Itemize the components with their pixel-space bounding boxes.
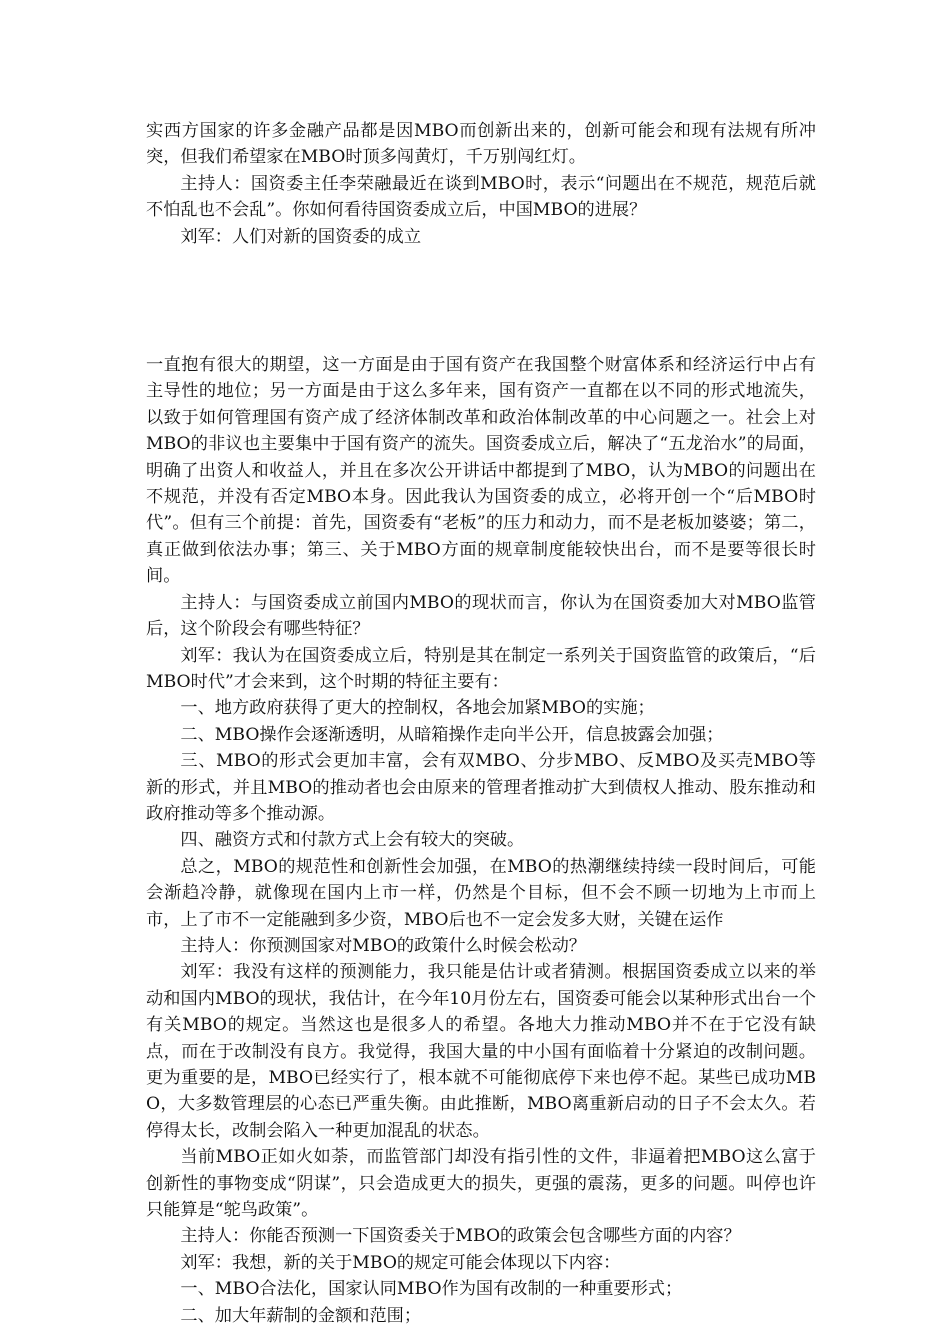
paragraph: 主持人：国资委主任李荣融最近在谈到MBO时，表示“问题出在不规范，规范后就不怕乱也不会乱”。你如何看待国资委成立后，中国MBO的进展？ xyxy=(146,173,816,221)
paragraph: 主持人：与国资委成立前国内MBO的现状而言，你认为在国资委加大对MBO监管后，这个阶段会有哪些特征？ xyxy=(146,592,816,640)
paragraph: 刘军：我想，新的关于MBO的规定可能会体现以下内容： xyxy=(180,1252,621,1273)
paragraph: 二、加大年薪制的金额和范围； xyxy=(180,1305,422,1326)
paragraph: 一直抱有很大的期望，这一方面是由于国有资产在我国整个财富体系和经济运行中占有主导性的地位；另一方面是由于这么多年来，国有资产一直都在以不同的形式地流失，以致于如何管理国有资产成了经济体制改革和政治体制改革的中心问题之一。社会上对MBO的非议也主要集中于国有资产的流失。国资委成立后，解决了“五龙治水”的局面，明确了出资人和收益人，并且在多次公开讲话中都提到了MBO，认为MBO的问题出在不规范，并没有否定MBO本身。因此我认为国资委的成立，必将开创一个“后MBO时代”。但有三个前提：首先，国资委有“老板”的压力和动力，而不是老板加婆婆；第二，真正做到依法办事；第三、关于MBO方面的规章制度能较快出台，而不是要等很长时间。 xyxy=(146,355,816,587)
paragraph: 刘军：人们对新的国资委的成立 xyxy=(180,226,422,247)
paragraph: 主持人：你能否预测一下国资委关于MBO的政策会包含哪些方面的内容？ xyxy=(180,1226,741,1247)
page-gap xyxy=(146,250,816,352)
top-section xyxy=(146,118,816,250)
paragraph: 一、MBO合法化，国家认同MBO作为国有改制的一种重要形式； xyxy=(180,1279,683,1300)
paragraph: 一、地方政府获得了更大的控制权，各地会加紧MBO的实施； xyxy=(180,698,655,719)
paragraph: 二、MBO操作会逐渐透明，从暗箱操作走向半公开，信息披露会加强； xyxy=(180,724,724,745)
paragraph: 总之，MBO的规范性和创新性会加强，在MBO的热潮继续持续一段时间后，可能会渐趋冷静，就像现在国内上市一样，仍然是个目标，但不会不顾一切地为上市而上市，上了市不一定能融到多少资，MBO后也不一定会发多大财，关键在运作 xyxy=(146,856,816,930)
paragraph: 四、融资方式和付款方式上会有较大的突破。 xyxy=(180,830,525,851)
document-page xyxy=(146,118,816,1329)
paragraph: 主持人：你预测国家对MBO的政策什么时候会松动？ xyxy=(180,935,586,956)
paragraph: 三、MBO的形式会更加丰富，会有双MBO、分步MBO、反MBO及买壳MBO等新的形式，并且MBO的推动者也会由原来的管理者推动扩大到债权人推动、股东推动和政府推动等多个推动源。 xyxy=(146,751,816,824)
paragraph: 刘军：我认为在国资委成立后，特别是其在制定一系列关于国资监管的政策后，“后MBO时代”才会来到，这个时期的特征主要有： xyxy=(146,645,816,692)
paragraph: 当前MBO正如火如荼，而监管部门却没有指引性的文件，非逼着把MBO这么富于创新性的事物变成“阴谋”，只会造成更大的损失，更强的震荡，更多的问题。叫停也许只能算是“鸵鸟政策”。 xyxy=(146,1147,816,1221)
paragraph: 刘军：我没有这样的预测能力，我只能是估计或者猜测。根据国资委成立以来的举动和国内MBO的现状，我估计，在今年10月份左右，国资委可能会以某种形式出台一个有关MBO的规定。当然这也是很多人的希望。各地大力推动MBO并不在于它没有缺点，而在于改制没有良方。我觉得，我国大量的中小国有面临着十分紧迫的改制问题。更为重要的是，MBO已经实行了，根本就不可能彻底停下来也停不起。某些已成功MBO，大多数管理层的心态已严重失衡。由此推断，MBO离重新启动的日子不会太久。若停得太长，改制会陷入一种更加混乱的状态。 xyxy=(146,962,816,1141)
paragraph: 实西方国家的许多金融产品都是因MBO而创新出来的，创新可能会和现有法规有所冲突，但我们希望家在MBO时顶多闯黄灯，千万别闯红灯。 xyxy=(146,121,816,168)
main-section xyxy=(146,352,816,1329)
